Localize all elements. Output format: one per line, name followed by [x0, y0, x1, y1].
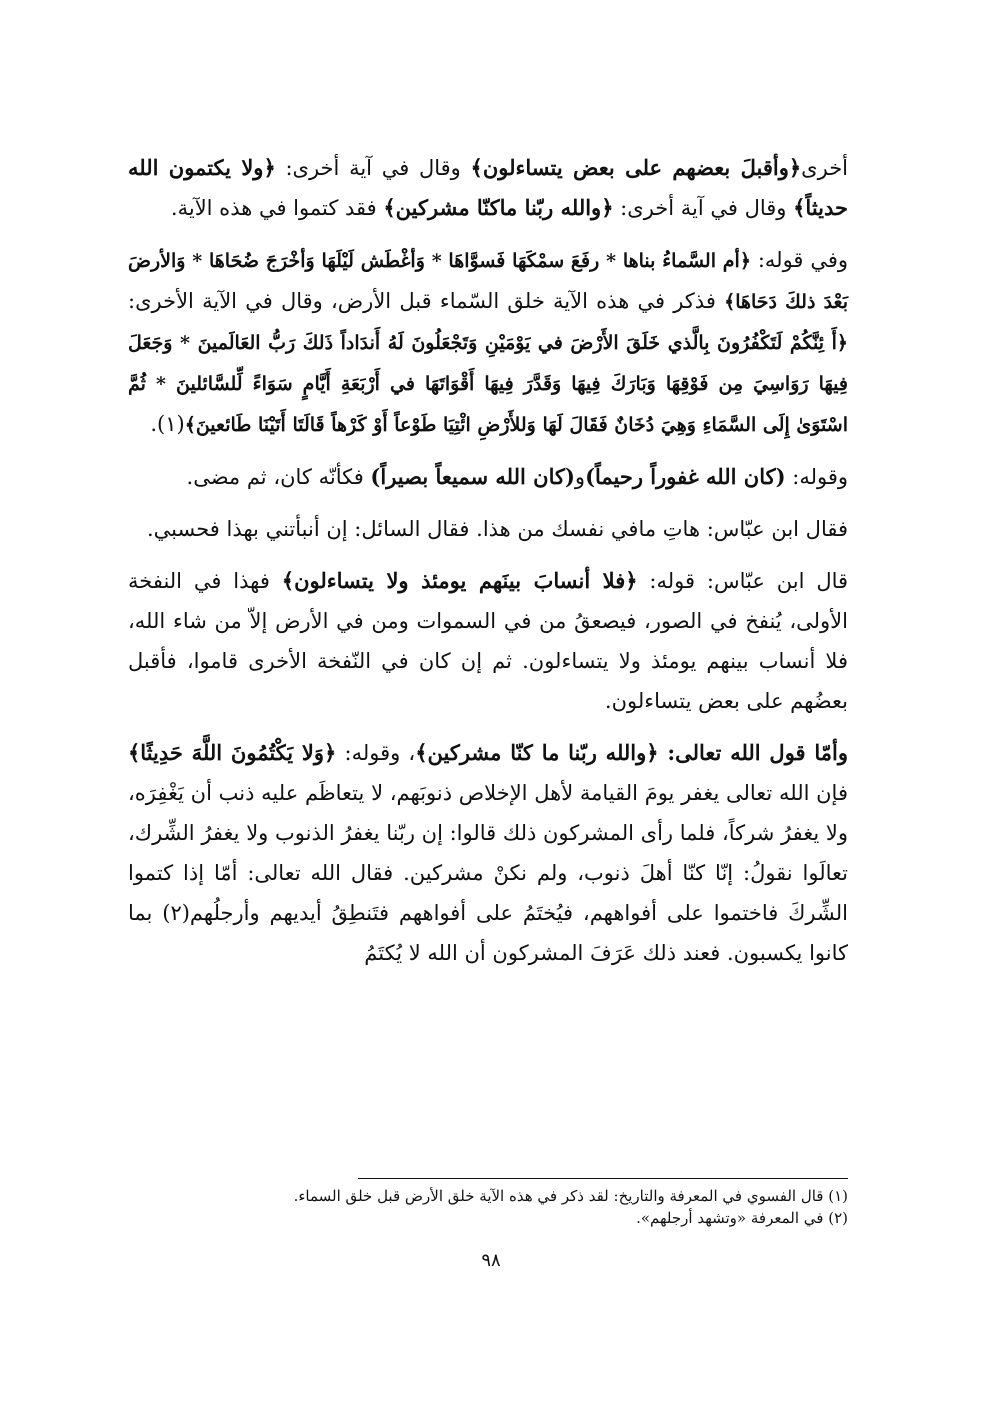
para-3-lead: وقوله: [785, 465, 848, 489]
para-6-lead: وأمّا قول الله تعالى: [658, 740, 848, 765]
footnote-divider [358, 1178, 848, 1179]
page-number: ٩٨ [481, 1250, 501, 1271]
para-3-tail: فكأنّه كان، ثم مضى. [186, 465, 371, 489]
para-5-tail: فهذا في النفخة الأولى، يُنفخ في الصور، فيصعقُ من في السموات ومن في الأرض إلاّ من شاء الله، فلا أنساب بينهم يومئذ ولا يتساءلون. ثم إن كان في النّفخة الأخرى قاموا، فأقبل بعضُهم على بعض يتساءلون. [128, 569, 848, 713]
para-5-quote-1: ﴿فلا أنسابَ بينَهم يومئذ ولا يتساءلون﴾ [281, 568, 638, 593]
footnote-2: (٢) في المعرفة «وتشهد أرجلهم». [636, 1209, 848, 1227]
para-1-mid-1: وقال في آية أخرى: [275, 156, 471, 180]
footnote-1: (١) قال الفسوي في المعرفة والتاريخ: لقد ذكر في هذه الآية خلق الأرض قبل خلق السماء. [293, 1187, 848, 1205]
paragraph-6 [128, 733, 848, 973]
para-6-tail: فإن الله تعالى يغفر يومَ القيامة لأهل الإخلاص ذنوبَهم، لا يتعاظَم عليه ذنب أن يَغْفِرَه، ولا يغفرُ شركاً، فلما رأى المشركون ذلك قالوا: إن ربّنا يغفرُ الذنوب ولا يغفرُ الشِّرك، تعالَوا نقولُ: إنّا كنّا أهلَ ذنوب، ولم نكنْ مشركين. فقال الله تعالى: أمّا إذا كتموا الشِّركَ فاختموا على أفواههم، فيُختَمُ على أفواههم فتَنطِقُ أيديهم وأرجلُهم(٢) بما كانوا يكسبون. فعند ذلك عَرَفَ المشركون أن الله لا يُكتَمُ [128, 781, 848, 965]
para-3-quote-2: (كان الله سميعاً بصيراً) [370, 464, 575, 489]
para-1-mid-2: وقال في آية أخرى: [613, 196, 794, 220]
para-4-text: فقال ابن عبّاس: هاتِ مافي نفسك من هذا. فقال السائل: إن أنبأتني بهذا فحسبي. [147, 517, 848, 541]
para-2-lead: وفي قوله: [750, 248, 848, 272]
para-3-mid-1: و [574, 465, 586, 489]
para-2-quote-2: ﴿أَ ئِنَّكُمْ لَتَكْفُرُونَ بِالَّذي خَلَقَ الأَرْضَ في يَوْمَيْنِ وَتَجْعَلُونَ لَهُ أَندَاداً ذَلكَ رَبُّ العَالَمينَ * وَجَعَلَ فِيهَا رَوَاسِيَ مِن فَوْقِهَا وَبَارَكَ فِيهَا وَقَدَّرَ فِيهَا أَقْوَاتَهَا في أَرْبَعَةِ أَيَّامٍ سَوَاءً لِّلسَّائلينَ * ثُمَّ اسْتَوَىٰ إِلَى السَّمَاءِ وَهِيَ دُخَانٌ فَقَالَ لَهَا وَللأَرْضِ ائْتِيَا طَوْعاً أَوْ كَرْهاً قَالَتَا أَتَيْنَا طَائعينَ﴾ [128, 332, 848, 436]
paragraph-1 [128, 148, 848, 228]
para-1-quote-3: ﴿والله ربّنا ماكنّا مشركين﴾ [383, 195, 614, 220]
para-1-quote-2: ﴿ولا يكتمون الله حديثاً﴾ [128, 155, 848, 220]
para-1-quote-1: ﴿وأقبلَ بعضهم على بعض يتساءلون﴾ [470, 155, 802, 180]
para-1-tail: فقد كتموا في هذه الآية. [170, 196, 384, 220]
paragraph-3 [128, 457, 848, 497]
page-body [128, 148, 848, 985]
para-5-lead: قال ابن عبّاس: قوله: [637, 569, 849, 593]
para-6-mid-1: ، وقوله: [336, 741, 416, 765]
para-2-mid-1: فذكر في هذه الآية خلق السّماء قبل الأرض، وقال في الآية الأخرى: [128, 289, 725, 313]
footnotes [128, 1178, 848, 1229]
paragraph-4 [128, 509, 848, 549]
para-3-quote-1: (كان الله غفوراً رحيماً) [585, 464, 786, 489]
para-1-lead: أخرى [801, 156, 849, 180]
para-6-quote-1: ﴿والله ربّنا ما كنّا مشركين﴾ [415, 740, 659, 765]
para-2-tail: (١). [150, 412, 185, 436]
paragraph-5 [128, 561, 848, 721]
para-6-quote-2: ﴿وَلا يَكْتُمُونَ اللَّهَ حَدِيثًا﴾ [128, 740, 337, 765]
paragraph-2 [128, 240, 848, 445]
para-2-quote-1: ﴿أم السَّماءُ بناها * رفَعَ سمْكَهَا فَسوَّاهَا * وَأغْطَش لَيْلَهَا وَأخْرَجَ ضُحَاهَا * وَالأرضَ بَعْدَ ذلكَ دَحَاهَا﴾ [128, 250, 848, 313]
